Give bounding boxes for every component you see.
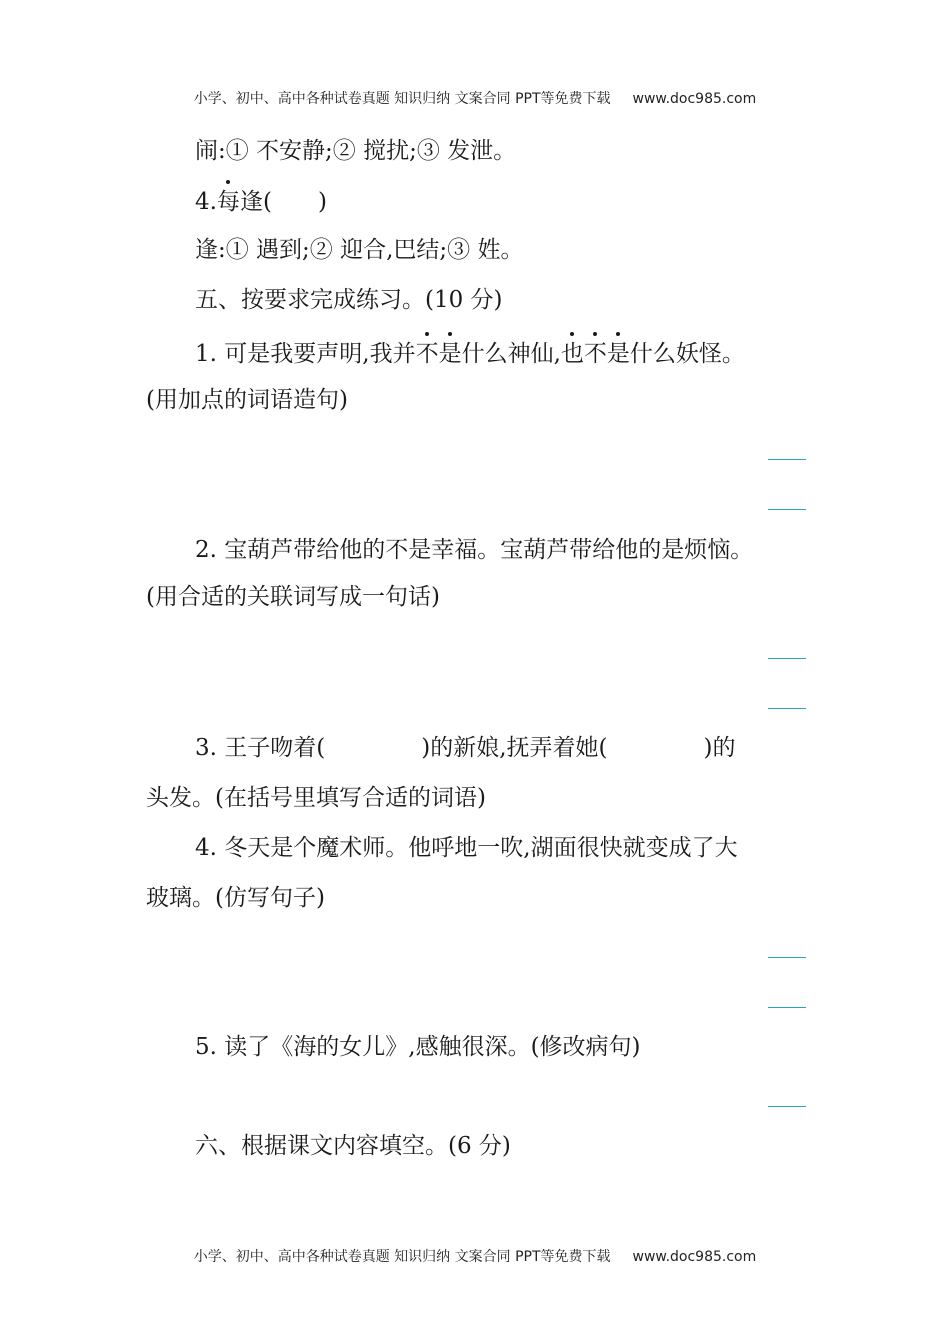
exercise-2-note: (用合适的关联词写成一句话) [146,584,440,610]
page-header [0,88,950,108]
section-6-heading: 六、根据课文内容填空。(6 分) [195,1133,511,1159]
header-site: www.doc985.com [632,91,757,107]
exercise-4: 4. 冬天是个魔术师。他呼地一吹,湖面很快就变成了大 [195,835,738,861]
q4-number: 4. [195,189,217,215]
q4-text: 逢( [239,189,272,215]
exercise-3-note: 头发。(在括号里填写合适的词语) [146,785,486,811]
exercise-1: 1. 可是我要声明,我并不是什么神仙,也不是什么妖怪。 [195,341,745,367]
q4-close-paren: ) [317,189,327,215]
meaning-line-feng: 逢:① 遇到;② 迎合,巴结;③ 姓。 [195,237,524,263]
exercise-2: 2. 宝葫芦带给他的不是幸福。宝葫芦带给他的是烦恼。 [195,537,754,563]
header-text: 小学、初中、高中各种试卷真题 知识归纳 文案合同 PPT等免费下载 [193,91,611,107]
footer-text: 小学、初中、高中各种试卷真题 知识归纳 文案合同 PPT等免费下载 [193,1249,611,1265]
footer-site: www.doc985.com [632,1249,757,1265]
page-footer [0,1246,950,1266]
exercise-1-note: (用加点的词语造句) [146,387,348,413]
answer-line[interactable] [768,658,806,659]
answer-line[interactable] [768,509,806,510]
answer-line[interactable] [768,1007,806,1008]
exercise-3: 3. 王子吻着( )的新娘,抚弄着她( )的 [195,735,736,761]
dotted-char: 不 [583,341,607,367]
answer-line[interactable] [768,459,806,460]
answer-line[interactable] [768,708,806,709]
answer-line[interactable] [768,957,806,958]
dotted-char: 是 [438,341,462,367]
section-5-heading: 五、按要求完成练习。(10 分) [195,287,503,313]
meaning-line-nao: 闹:① 不安静;② 搅扰;③ 发泄。 [195,138,517,164]
answer-line[interactable] [768,1106,806,1107]
dotted-char: 每 [216,189,240,215]
exercise-5: 5. 读了《海的女儿》,感触很深。(修改病句) [195,1034,641,1060]
dotted-char: 也 [560,341,584,367]
exercise-4-line2: 玻璃。(仿写句子) [146,885,325,911]
dotted-char: 不 [415,341,439,367]
dotted-char: 是 [606,341,630,367]
question-4 [195,187,327,217]
